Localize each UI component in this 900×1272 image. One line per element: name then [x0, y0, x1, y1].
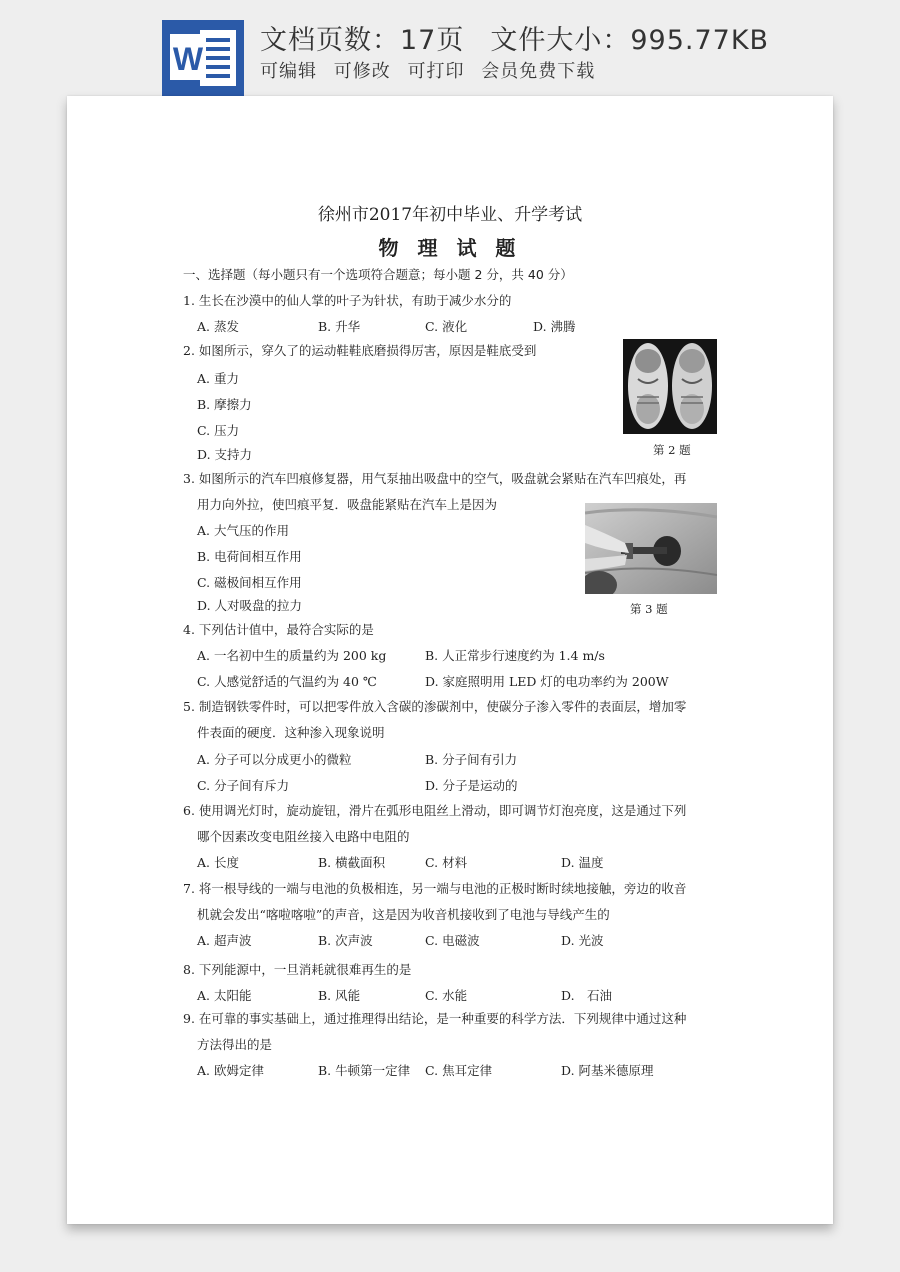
question-2: 2. 如图所示，穿久了的运动鞋鞋底磨损得厉害，原因是鞋底受到	[183, 343, 537, 358]
q2-option-a: A. 重力	[197, 371, 239, 386]
word-document-icon	[162, 20, 244, 96]
question-9-line-2: 方法得出的是	[197, 1037, 273, 1052]
q3-option-c: C. 磁极间相互作用	[197, 575, 302, 590]
exam-subject: 物 理 试 题	[378, 236, 522, 260]
question-6-line-1: 6. 使用调光灯时，旋动旋钮，滑片在弧形电阻丝上滑动，即可调节灯泡亮度，这是通过下列	[183, 803, 687, 818]
q4-option-b: B. 人正常步行速度约为 1.4 m/s	[425, 648, 605, 663]
document-page	[67, 96, 833, 1224]
question-3-line-1: 3. 如图所示的汽车凹痕修复器，用气泵抽出吸盘中的空气，吸盘就会紧贴在汽车凹痕处，再	[183, 471, 687, 486]
q8-option-b: B. 风能	[318, 988, 361, 1003]
q8-option-a: A. 太阳能	[197, 988, 252, 1003]
shoe-soles-image	[623, 339, 717, 434]
q6-option-c: C. 材料	[425, 855, 468, 870]
question-5-line-1: 5. 制造钢铁零件时，可以把零件放入含碳的渗碳剂中，使碳分子渗入零件的表面层，增加零	[183, 699, 687, 714]
q5-option-c: C. 分子间有斥力	[197, 778, 290, 793]
q9-option-d: D. 阿基米德原理	[561, 1063, 654, 1078]
q6-option-d: D. 温度	[561, 855, 604, 870]
q9-option-b: B. 牛顿第一定律	[318, 1063, 411, 1078]
q9-option-c: C. 焦耳定律	[425, 1063, 493, 1078]
q1-option-d: D. 沸腾	[533, 319, 576, 334]
section-heading: 一、选择题（每小题只有一个选项符合题意；每小题 2 分，共 40 分）	[183, 267, 573, 282]
question-5-line-2: 件表面的硬度．这种渗入现象说明	[197, 725, 385, 740]
file-size: 文件大小：995.77KB	[490, 25, 770, 56]
q6-option-b: B. 横截面积	[318, 855, 386, 870]
question-1: 1. 生长在沙漠中的仙人掌的叶子为针状，有助于减少水分的	[183, 293, 512, 308]
q3-option-a: A. 大气压的作用	[197, 523, 289, 538]
feature-member-download: 会员免费下载	[481, 61, 596, 82]
feature-list	[260, 57, 605, 83]
dent-repair-image	[585, 503, 717, 594]
exam-paper	[67, 96, 833, 1224]
question-9-line-1: 9. 在可靠的事实基础上，通过推理得出结论，是一种重要的科学方法．下列规律中通过这种	[183, 1011, 687, 1026]
q3-option-b: B. 电荷间相互作用	[197, 549, 302, 564]
dent-repair-photo	[585, 503, 717, 594]
q2-option-c: C. 压力	[197, 423, 240, 438]
q4-option-d: D. 家庭照明用 LED 灯的电功率约为 200W	[425, 674, 669, 689]
q5-option-b: B. 分子间有引力	[425, 752, 518, 767]
exam-title: 徐州市2017年初中毕业、升学考试	[317, 205, 583, 225]
question-7-line-2: 机就会发出“喀啦喀啦”的声音，这是因为收音机接收到了电池与导线产生的	[197, 907, 610, 922]
q1-option-b: B. 升华	[318, 319, 361, 334]
shoe-soles-photo	[623, 339, 717, 434]
page-count: 文档页数：17页	[260, 25, 465, 56]
question-6-line-2: 哪个因素改变电阻丝接入电路中电阻的	[197, 829, 410, 844]
question-3-line-2: 用力向外拉，使凹痕平复．吸盘能紧贴在汽车上是因为	[197, 497, 498, 512]
q3-option-d: D. 人对吸盘的拉力	[197, 598, 303, 613]
q9-option-a: A. 欧姆定律	[197, 1063, 264, 1078]
question-4: 4. 下列估计值中，最符合实际的是	[183, 622, 374, 637]
q8-option-c: C. 水能	[425, 988, 468, 1003]
feature-printable: 可打印	[407, 61, 465, 82]
question-8: 8. 下列能源中，一旦消耗就很难再生的是	[183, 962, 412, 977]
q7-option-b: B. 次声波	[318, 933, 373, 948]
q4-option-a: A. 一名初中生的质量约为 200 kg	[197, 648, 387, 663]
q7-option-a: A. 超声波	[197, 933, 252, 948]
feature-modifiable: 可修改	[333, 61, 391, 82]
q7-option-c: C. 电磁波	[425, 933, 480, 948]
q1-option-c: C. 液化	[425, 319, 468, 334]
q5-option-d: D. 分子是运动的	[425, 778, 518, 793]
file-info	[260, 18, 769, 57]
q6-option-a: A. 长度	[197, 855, 239, 870]
feature-editable: 可编辑	[260, 61, 317, 82]
q7-option-d: D. 光波	[561, 933, 604, 948]
question-7-line-1: 7. 将一根导线的一端与电池的负极相连，另一端与电池的正极时断时续地接触，旁边的收音	[183, 881, 687, 896]
q5-option-a: A. 分子可以分成更小的微粒	[197, 752, 352, 767]
q1-option-a: A. 蒸发	[197, 319, 239, 334]
q2-option-d: D. 支持力	[197, 447, 253, 462]
q2-option-b: B. 摩擦力	[197, 397, 252, 412]
download-banner	[0, 0, 900, 100]
q8-option-d: D. 石油	[561, 988, 613, 1003]
figure-3-caption: 第 3 题	[630, 602, 668, 616]
q4-option-c: C. 人感觉舒适的气温约为 40 ℃	[197, 674, 377, 689]
figure-2-caption: 第 2 题	[653, 443, 691, 457]
svg-text:W: W	[172, 41, 204, 77]
